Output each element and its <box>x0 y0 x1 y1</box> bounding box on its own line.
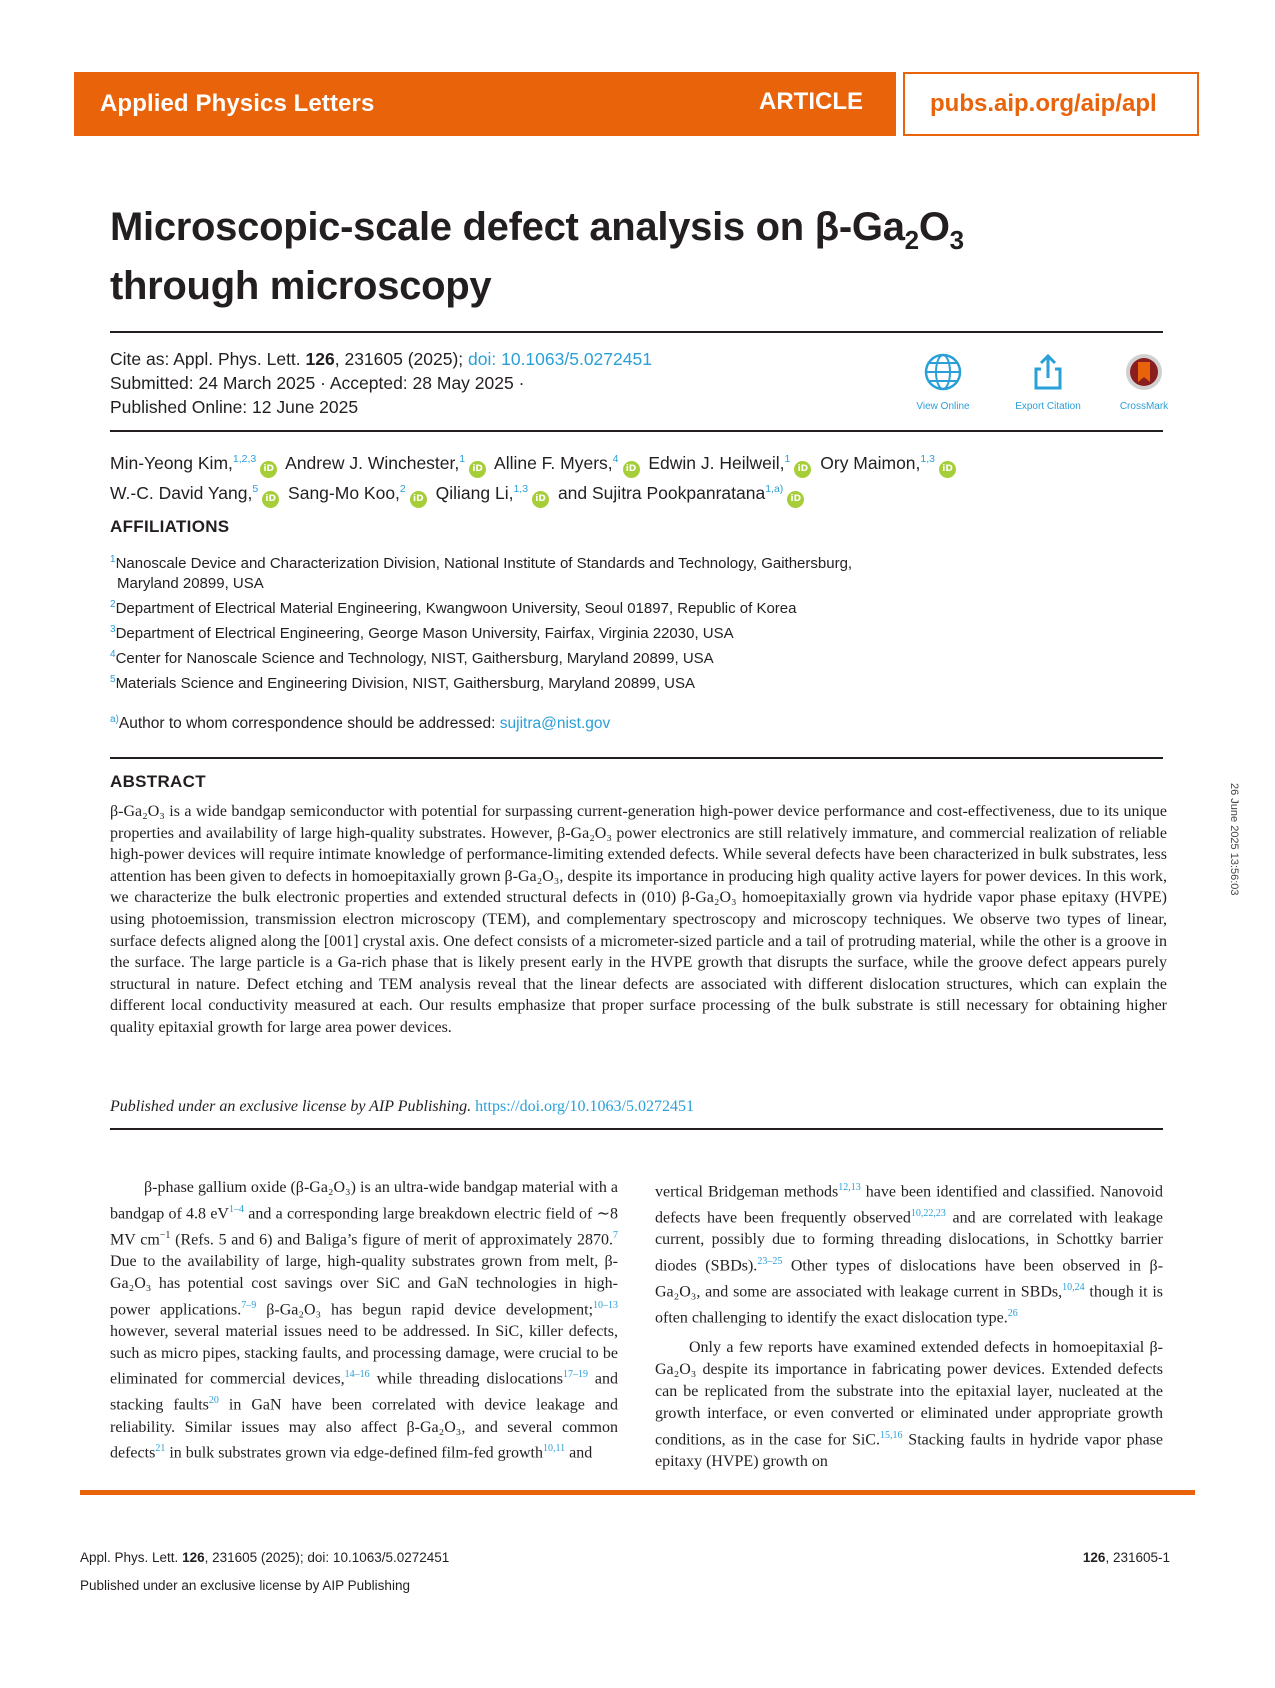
citation-divider <box>110 430 1163 432</box>
view-online-button[interactable] <box>903 352 983 412</box>
title-divider <box>110 331 1163 333</box>
author-list: Min-Yeong Kim,$^{1,2,3}$iD Andrew J. Winchester,$^1$iD Alline F. Myers,$^4$iD Edwin J. Heilweil,$^1$iD Ory Maimon,$^{1,3}$iD W.-C. David Yang,$^5$iD Sang-Mo Koo,$^2$iD Qiliang Li,$^{1,3}$iD and Sujitra Pookpanratana$^{1,a)}$iD <box>110 448 1170 508</box>
affiliation-item: $^4$Center for Nanoscale Science and Technology, NIST, Gaithersburg, Maryland 20899, USA <box>110 649 714 667</box>
published-online-date: Published Online: 12 June 2025 <box>110 397 359 417</box>
author-name: Andrew J. Winchester, <box>285 452 460 473</box>
orcid-icon[interactable]: iD <box>939 461 956 478</box>
author-name: Qiliang Li, <box>435 482 514 503</box>
affiliations-divider <box>110 757 1163 759</box>
author-name: W.-C. David Yang, <box>110 482 253 503</box>
crossmark-icon <box>1124 352 1164 392</box>
orcid-icon[interactable]: iD <box>469 461 486 478</box>
affiliation-item: $^5$Materials Science and Engineering Division, NIST, Gaithersburg, Maryland 20899, USA <box>110 674 696 692</box>
author-name: and Sujitra Pookpanratana <box>557 482 766 503</box>
footer-license: Published under an exclusive license by AIP Publishing <box>80 1578 410 1593</box>
export-citation-label: Export Citation <box>1015 401 1081 412</box>
author-name: Alline F. Myers, <box>494 452 613 473</box>
license-doi-link[interactable]: https://doi.org/10.1063/5.0272451 <box>475 1098 694 1115</box>
crossmark-button[interactable] <box>1104 352 1184 412</box>
affiliation-item: $^2$Department of Electrical Material Engineering, Kwangwoon University, Seoul 01897, Republic of Korea <box>110 599 797 617</box>
orcid-icon[interactable]: iD <box>410 491 427 508</box>
orcid-icon[interactable]: iD <box>623 461 640 478</box>
title-line-1: Microscopic-scale defect analysis on β-Ga <box>110 205 905 249</box>
abstract-text: β-Ga₂O₃ is a wide bandgap semiconductor with potential for surpassing current-generation high-power device performance and cost-effectiveness, due to its unique properties and availability of large high-quality substrates. However, β-Ga₂O₃ power electronics are still relatively immature, and commercial realization of reliable high-power devices will require intimate knowledge of performance-limiting extended defects. While several defects have been characterized in bulk substrates, less attention has been given to defects in homoepitaxially grown β-Ga₂O₃, despite its importance in producing high quality active layers for power devices. In this work, we characterize the bulk electronic properties and extended structural defects in (010) β-Ga₂O₃ homoepitaxially grown via hydride vapor phase epitaxy (HVPE) using photoemission, transmission electron microscopy (TEM), and complementary spectroscopy and microscopy techniques. We observe two types of linear, surface defects aligned along the [001] crystal axis. One defect consists of a micrometer-sized particle and a tail of protruding material, while the other is a groove in the surface. The large particle is a Ga-rich phase that is likely present early in the HVPE growth that disrupts the surface, while the groove defect appears purely structural in nature. Defect etching and TEM analysis reveal that the linear defects are associated with different dislocation structures, which can explain the different local conductivity measured at each. Our results emphasize that proper surface processing of the bulk substrate is still necessary for obtaining higher quality epitaxial growth for large area power devices. <box>110 803 1167 1036</box>
globe-icon <box>923 352 963 392</box>
body-column-left <box>110 1177 618 1465</box>
article-type-label: ARTICLE <box>759 88 863 115</box>
doi-link[interactable]: doi: 10.1063/5.0272451 <box>468 349 652 369</box>
orcid-icon[interactable]: iD <box>262 491 279 508</box>
affiliations-heading: AFFILIATIONS <box>110 517 230 536</box>
journal-name[interactable]: Applied Physics Letters <box>100 90 375 117</box>
view-online-label: View Online <box>916 401 970 412</box>
citation-block: Cite as: Appl. Phys. Lett. 126, 231605 (2025); doi: 10.1063/5.0272451 Submitted: 24 March 2025 · Accepted: 28 May 2025 · Published Online: 12 June 2025 <box>110 349 652 417</box>
body-paragraph: Only a few reports have examined extended defects in homoepitaxial β-Ga₂O₃ despite its importance in fabricating power devices. Extended defects can be replicated from the substrate into the epitaxial layer, nucleated at the growth interface, or even converted or eliminated under appropriate growth conditions, as in the case for SiC.$^{15,16}$ Stacking faults in hydride vapor phase epitaxy (HVPE) growth on <box>655 1339 1164 1470</box>
abstract-divider <box>110 1128 1163 1130</box>
crossmark-label: CrossMark <box>1119 401 1169 412</box>
body-paragraph: vertical Bridgeman methods$^{12,13}$ have been identified and classified. Nanovoid defects have been frequently observed$^{10,22,23}$ and are correlated with leakage current, possibly due to forming threading dislocations, in Schottky barrier diodes (SBDs).$^{23-25}$ Other types of dislocations have been observed in β-Ga₂O₃, and some are associated with leakage current in SBDs,$^{10,24}$ though it is often challenging to identify the exact dislocation type.$^{26}$ <box>655 1182 1164 1327</box>
orcid-icon[interactable]: iD <box>787 491 804 508</box>
orcid-icon[interactable]: iD <box>260 461 277 478</box>
email-link[interactable]: sujitra@nist.gov <box>499 715 611 733</box>
abstract-heading: ABSTRACT <box>110 772 206 791</box>
affiliation-item: $^3$Department of Electrical Engineering, George Mason University, Fairfax, Virginia 22030, USA <box>110 624 734 642</box>
page-title: Microscopic-scale defect analysis on $\beta-Ga_2O_3$ through microscopy <box>110 205 964 308</box>
license-statement: Published under an exclusive license by AIP Publishing. https://doi.org/10.1063/5.0272451 <box>110 1098 694 1115</box>
author-name: Min-Yeong Kim, <box>110 452 233 473</box>
page-number: 126, 231605-1 <box>1082 1550 1170 1565</box>
body-paragraph: β-phase gallium oxide (β-Ga₂O₃) is an ultra-wide bandgap material with a bandgap of 4.8 $eV^{1-4}$ and a corresponding large breakdown electric field of ∼8 MV $cm^{-1}$ (Refs. 5 and 6) and Baliga’s figure of merit of approximately 2870.$^7$ Due to the availability of large, high-quality substrates grown from melt, β-Ga₂O₃ has potential cost savings over SiC and GaN technologies in high-power applications.$^{7-9}$ β-Ga₂O₃ has begun rapid device development;$^{10-13}$ however, several material issues need to be addressed. In SiC, killer defects, such as micro pipes, stacking faults, and processing damage, were crucial to be eliminated for commercial devices,$^{14-16}$ while threading dislocations$^{17-19}$ and stacking faults$^{20}$ in GaN have been correlated with device leakage and reliability. Similar issues may also affect β-Ga₂O₃, and several common defects$^{21}$ in bulk substrates grown via edge-defined film-fed growth$^{10,11}$ and <box>110 1179 619 1462</box>
footer-citation: Appl. Phys. Lett. 126, 231605 (2025); doi: 10.1063/5.0272451 <box>80 1550 450 1565</box>
export-icon <box>1028 352 1068 392</box>
orcid-icon[interactable]: iD <box>532 491 549 508</box>
export-citation-button[interactable] <box>1008 352 1088 412</box>
author-name: Sang-Mo Koo, <box>288 482 400 503</box>
title-line-2: through microscopy <box>110 264 492 308</box>
journal-url-link[interactable]: pubs.aip.org/aip/apl <box>930 90 1157 117</box>
correspondence-note: $^{a)}$Author to whom correspondence should be addressed: sujitra@nist.gov <box>110 714 611 733</box>
body-column-right <box>655 1177 1163 1473</box>
affiliation-item: $^1$Nanoscale Device and Characterization Division, National Institute of Standards and Technology, Gaithersburg, Maryland 20899, USA <box>110 554 853 592</box>
author-name: Ory Maimon, <box>820 452 921 473</box>
download-timestamp: 26 June 2025 13:56:03 <box>1228 783 1240 896</box>
orcid-icon[interactable]: iD <box>794 461 811 478</box>
footer-divider <box>80 1490 1195 1495</box>
author-name: Edwin J. Heilweil, <box>648 452 785 473</box>
submission-dates: Submitted: 24 March 2025 · Accepted: 28 May 2025 · <box>110 373 525 393</box>
